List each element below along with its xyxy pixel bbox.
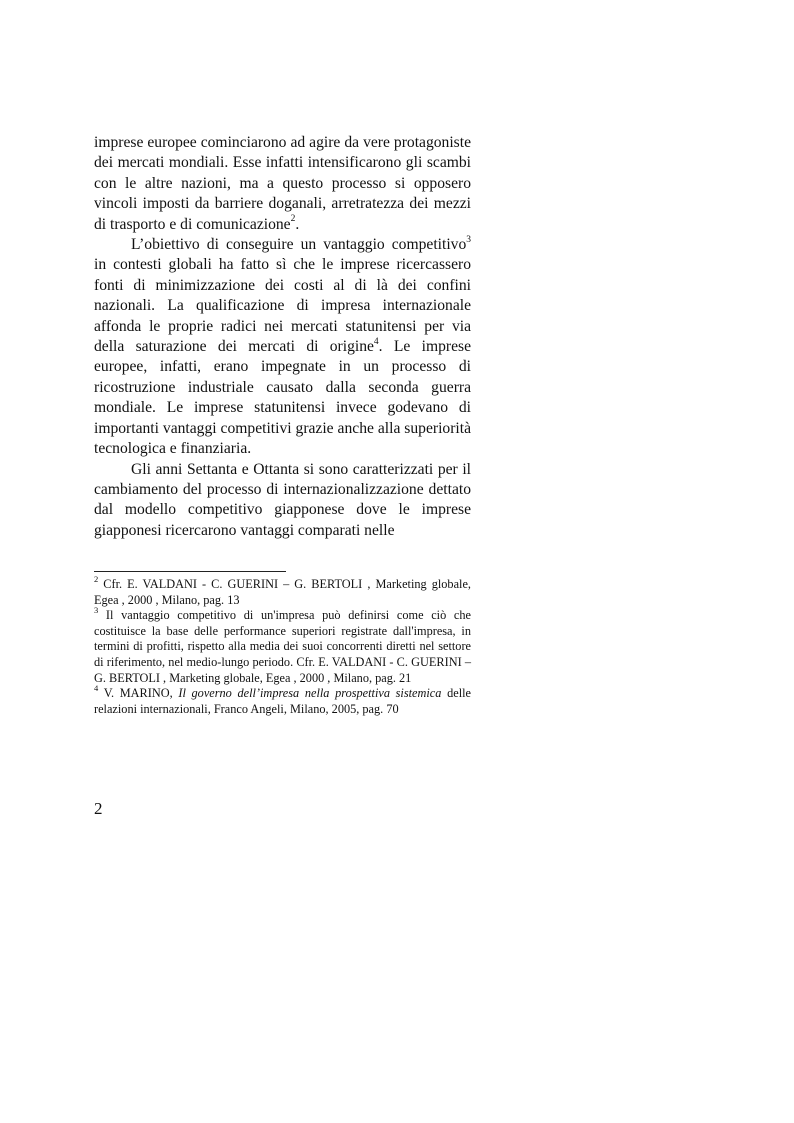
text-run: Gli anni Settanta e Ottanta si sono caratterizzati per il cambiamento del processo di internazionalizzazione dettato dal modello competitivo giapponese dove le imprese giapponesi ricercarono vantaggi comparati nelle — [94, 460, 471, 539]
footnote-ref-4[interactable]: 4 — [373, 336, 379, 347]
footnote-separator — [94, 571, 286, 572]
footnote-text: V. MARINO, — [98, 686, 179, 701]
text-run: imprese europee cominciarono ad agire da vere protagoniste dei mercati mondiali. Esse infatti intensificarono gli scambi con le altre nazioni, ma a questo processo si opposero vincoli imposti da barriere doganali, arretratezza dei mezzi di trasporto e di comunicazione — [94, 134, 471, 233]
footnote-3 — [94, 605, 471, 686]
footnote-text: Il vantaggio competitivo di un'impresa può definirsi come ciò che costituisce la base delle performance superiori registrate dall'impresa, in termini di profitti, rispetto alla media dei suoi concorrenti diretti nel settore di riferimento, nel medio-lungo periodo. Cfr. E. VALDANI - C. GUERINI – G. BERTOLI , Marketing globale, Egea , 2000 , Milano, pag. 21 — [94, 608, 471, 685]
footnote-4 — [94, 683, 471, 717]
text-run: . — [295, 215, 300, 233]
footnote-text: delle relazioni internazionali, Franco Angeli, Milano, 2005, pag. 70 — [94, 686, 471, 716]
paragraph-1 — [94, 133, 471, 235]
footnote-ref-2[interactable]: 2 — [290, 214, 296, 225]
footnote-marker: 4 — [94, 683, 99, 694]
text-run: in contesti globali ha fatto sì che le imprese ricercassero fonti di minimizzazione dei costi al di là dei confini nazionali. La qualificazione di impresa internazionale affonda le proprie radici nei mercati statunitensi per via della saturazione dei mercati di origine — [94, 256, 471, 356]
footnote-text: Cfr. E. VALDANI - C. GUERINI – G. BERTOLI , Marketing globale, Egea , 2000 , Milano, pag. 13 — [94, 577, 471, 607]
paragraph-2 — [94, 235, 471, 459]
book-title: Il governo dell’impresa nella prospettiva sistemica — [178, 686, 442, 701]
footnote-2 — [94, 573, 471, 608]
footnote-marker: 3 — [94, 605, 99, 616]
footnote-marker: 2 — [94, 573, 99, 584]
footnotes — [94, 573, 471, 717]
footnote-ref-3[interactable]: 3 — [466, 234, 471, 245]
paragraph-3 — [94, 460, 471, 542]
text-run: . Le imprese europee, infatti, erano impegnate in un processo di ricostruzione industriale causato dalla seconda guerra mondiale. Le imprese statunitensi invece godevano di importanti vantaggi competitivi grazie anche alla superiorità tecnologica e finanziaria. — [94, 338, 471, 458]
body-text — [94, 133, 471, 541]
text-run: L’obiettivo di conseguire un vantaggio competitivo — [131, 236, 467, 254]
page-number: 2 — [94, 799, 103, 818]
